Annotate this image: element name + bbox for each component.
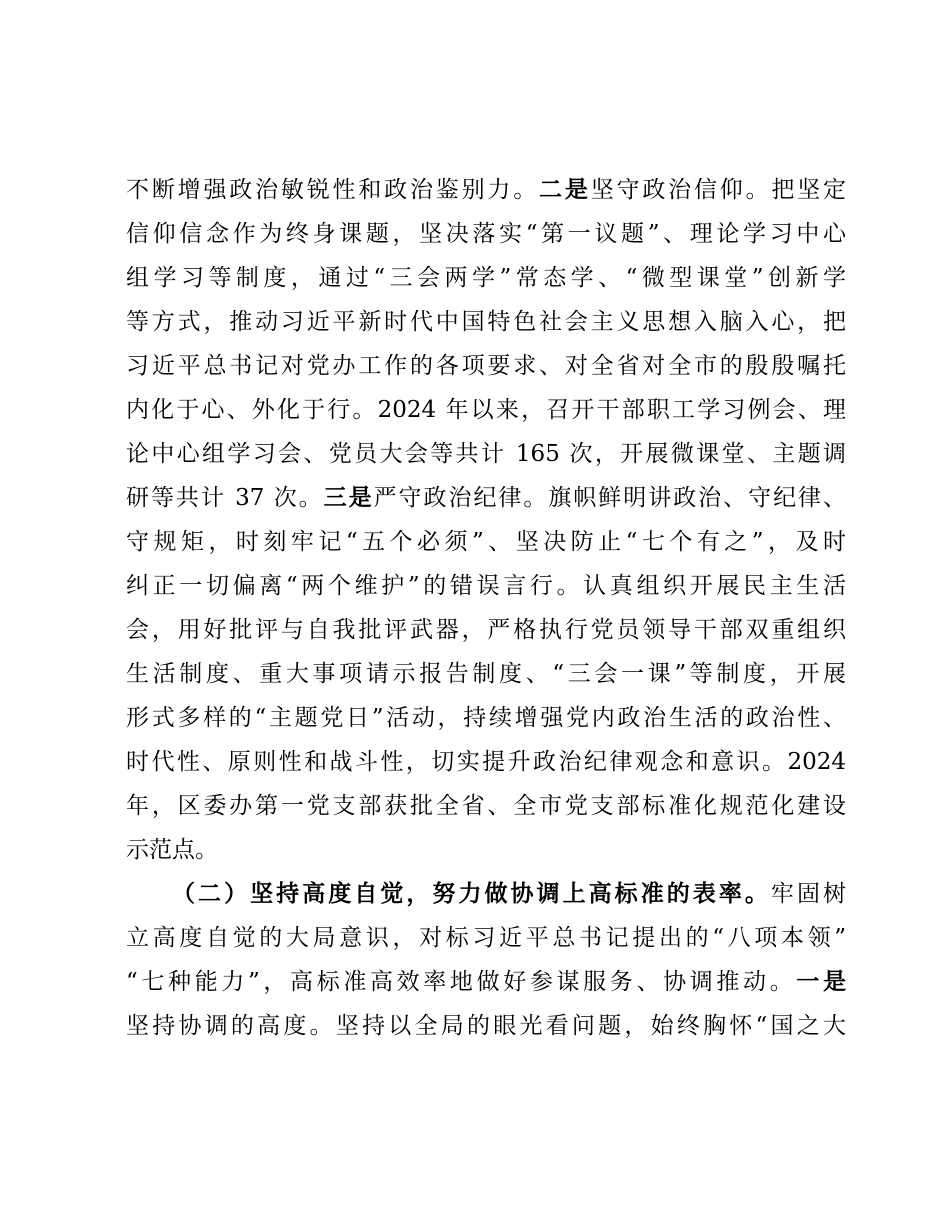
text-line: 坚持协调的高度。坚持以全局的眼光看问题，始终胸怀“国之大 — [126, 1013, 846, 1039]
text-line: 组学习等制度，通过“三会两学”常态学、“微型课堂”创新学 — [126, 265, 846, 291]
text-line — [126, 476, 846, 520]
text-run: 坚守政治信仰。把坚定 — [590, 177, 847, 203]
section-heading-line — [126, 872, 846, 916]
text-line: 守规矩，时刻牢记“五个必须”、坚决防止“七个有之”，及时 — [126, 529, 846, 555]
text-line: 等方式，推动习近平新时代中国特色社会主义思想入脑入心，把 — [126, 309, 846, 335]
text-line: 习近平总书记对党办工作的各项要求、对全省对全市的殷殷嘱托 — [126, 353, 846, 379]
emphasis-three: 三是 — [323, 484, 374, 511]
text-line: 立高度自觉的大局意识，对标习近平总书记提出的“八项本领” — [126, 925, 846, 951]
text-line: 时代性、原则性和战斗性，切实提升政治纪律观念和意识。2024 — [126, 749, 846, 775]
text-line: 信仰信念作为终身课题，坚决落实“第一议题”、理论学习中心 — [126, 221, 846, 247]
text-run: “七种能力”，高标准高效率地做好参谋服务、协调推动。 — [126, 969, 797, 995]
text-run: 研等共计 37 次。 — [126, 485, 324, 511]
emphasis-one: 一是 — [796, 968, 846, 995]
emphasis-two: 二是 — [539, 176, 591, 203]
text-line: 会，用好批评与自我批评武器，严格执行党员领导干部双重组织 — [126, 617, 846, 643]
text-run: 严守政治纪律。旗帜鲜明讲政治、守纪律、 — [373, 485, 847, 511]
text-line: 内化于心、外化于行。2024 年以来，召开干部职工学习例会、理 — [126, 397, 846, 423]
body-text — [126, 168, 846, 1048]
text-line: 纠正一切偏离“两个维护”的错误言行。认真组织开展民主生活 — [126, 573, 846, 599]
text-line: 形式多样的“主题党日”活动，持续增强党内政治生活的政治性、 — [126, 705, 846, 731]
text-line: 年，区委办第一党支部获批全省、全市党支部标准化规范化建设 — [126, 793, 846, 819]
text-line: 示范点。 — [126, 837, 218, 863]
text-run: 不断增强政治敏锐性和政治鉴别力。 — [126, 177, 540, 203]
text-run: 牢固树 — [770, 881, 847, 907]
text-line: 生活制度、重大事项请示报告制度、“三会一课”等制度，开展 — [126, 661, 846, 687]
text-line: 论中心组学习会、党员大会等共计 165 次，开展微课堂、主题调 — [126, 441, 846, 467]
text-line — [126, 960, 846, 1004]
text-line — [126, 168, 846, 212]
section-heading: （二）坚持高度自觉，努力做协调上高标准的表率。 — [172, 880, 771, 907]
